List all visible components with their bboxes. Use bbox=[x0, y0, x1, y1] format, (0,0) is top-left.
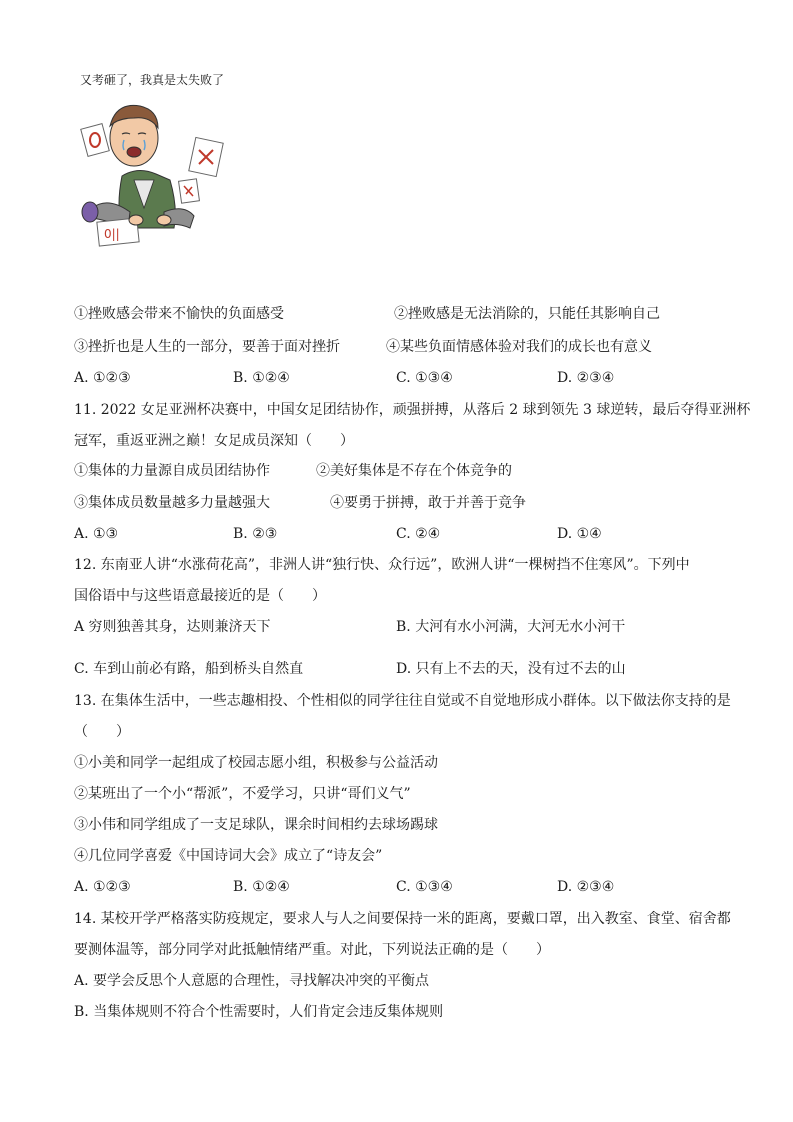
svg-text:0||: 0|| bbox=[104, 227, 120, 241]
q13-statement-3: ③小伟和同学组成了一支足球队，课余时间相约去球场踢球 bbox=[74, 817, 438, 833]
q13-option-a[interactable]: A. ①②③ bbox=[74, 879, 131, 895]
q14-stem-line-2: 要测体温等，部分同学对此抵触情绪严重。对此，下列说法正确的是（ ） bbox=[74, 942, 550, 958]
q12-option-d[interactable]: D. 只有上不去的天，没有过不去的山 bbox=[396, 661, 626, 677]
frustrated-student-illustration bbox=[78, 88, 236, 258]
q10-option-b[interactable]: B. ①②④ bbox=[233, 370, 290, 386]
q13-stem-line-1: 13. 在集体生活中，一些志趣相投、个性相似的同学往往自觉或不自觉地形成小群体。以下做法你支持的是 bbox=[74, 693, 731, 709]
q11-statement-1: ①集体的力量源自成员团结协作 bbox=[74, 463, 270, 479]
q14-option-a[interactable]: A. 要学会反思个人意愿的合理性，寻找解决冲突的平衡点 bbox=[74, 973, 430, 989]
q12-option-c[interactable]: C. 车到山前必有路，船到桥头自然直 bbox=[74, 661, 304, 677]
q14-stem-line-1: 14. 某校开学严格落实防疫规定，要求人与人之间要保持一米的距离，要戴口罩，出入教室、食堂、宿舍都 bbox=[74, 911, 731, 927]
q13-option-d[interactable]: D. ②③④ bbox=[557, 879, 615, 895]
q11-option-a[interactable]: A. ①③ bbox=[74, 526, 119, 542]
q11-stem-line-1: 11. 2022 女足亚洲杯决赛中，中国女足团结协作，顽强拼搏，从落后 2 球到领先 3 球逆转，最后夺得亚洲杯 bbox=[74, 402, 751, 418]
q11-statement-4: ④要勇于拼搏，敢于并善于竞争 bbox=[330, 495, 526, 511]
q11-statement-3: ③集体成员数量越多力量越强大 bbox=[74, 495, 270, 511]
paper-left-icon bbox=[81, 124, 109, 157]
q12-stem-line-1: 12. 东南亚人讲“水涨荷花高”，非洲人讲“独行快、众行远”，欧洲人讲“一棵树挡不住寒风”。下列中 bbox=[74, 557, 690, 573]
q13-statement-2: ②某班出了一个小“帮派”，不爱学习，只讲“哥们义气” bbox=[74, 786, 411, 802]
q10-statement-1: ①挫败感会带来不愉快的负面感受 bbox=[74, 306, 284, 322]
q10-option-a[interactable]: A. ①②③ bbox=[74, 370, 131, 386]
q13-statement-4: ④几位同学喜爱《中国诗词大会》成立了“诗友会” bbox=[74, 848, 383, 864]
q14-option-b[interactable]: B. 当集体规则不符合个性需要时，人们肯定会违反集体规则 bbox=[74, 1004, 444, 1020]
q13-option-c[interactable]: C. ①③④ bbox=[396, 879, 453, 895]
q13-option-b[interactable]: B. ①②④ bbox=[233, 879, 290, 895]
paper-small-icon bbox=[179, 179, 200, 203]
q10-option-d[interactable]: D. ②③④ bbox=[557, 370, 615, 386]
q12-option-b[interactable]: B. 大河有水小河满，大河无水小河干 bbox=[396, 619, 626, 635]
q13-statement-1: ①小美和同学一起组成了校园志愿小组，积极参与公益活动 bbox=[74, 755, 438, 771]
q10-option-c[interactable]: C. ①③④ bbox=[396, 370, 453, 386]
paper-right-icon bbox=[189, 137, 223, 176]
q11-option-d[interactable]: D. ①④ bbox=[557, 526, 602, 542]
q12-stem-line-2: 国俗语中与这些语意最接近的是（ ） bbox=[74, 588, 326, 604]
q10-statement-4: ④某些负面情感体验对我们的成长也有意义 bbox=[386, 339, 652, 355]
illustration-caption: 又考砸了，我真是太失败了 bbox=[80, 73, 225, 87]
q11-option-c[interactable]: C. ②④ bbox=[396, 526, 441, 542]
q13-stem-line-2: （ ） bbox=[74, 724, 130, 740]
q11-statement-2: ②美好集体是不存在个体竞争的 bbox=[316, 463, 512, 479]
q12-option-a[interactable]: A 穷则独善其身，达则兼济天下 bbox=[74, 619, 271, 635]
q11-option-b[interactable]: B. ②③ bbox=[233, 526, 278, 542]
q10-statement-3: ③挫折也是人生的一部分，要善于面对挫折 bbox=[74, 339, 340, 355]
q11-stem-line-2: 冠军，重返亚洲之巅！女足成员深知（ ） bbox=[74, 433, 354, 449]
q10-statement-2: ②挫败感是无法消除的，只能任其影响自己 bbox=[394, 306, 660, 322]
